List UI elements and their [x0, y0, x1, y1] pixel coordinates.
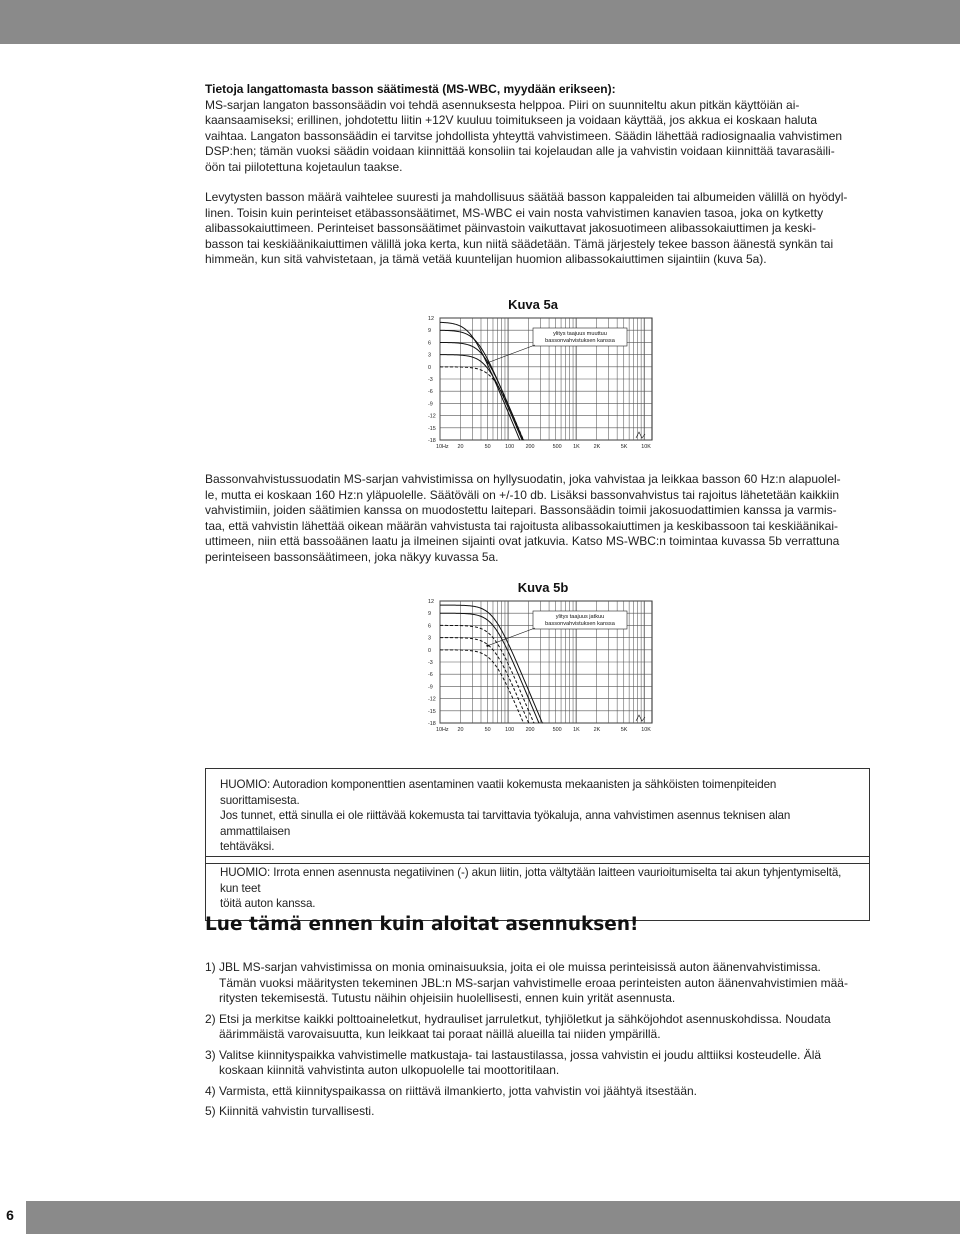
text-line: vaihtaa. Langaton bassonsäädin ei tarvitse johdollista yhteyttä vahvistimeen. Säädin lähettää radiosignaalia vahvistimen	[205, 128, 843, 143]
annotation-pointer-dot	[486, 362, 488, 364]
y-tick-label: -6	[428, 389, 433, 396]
x-tick-label: 500	[552, 727, 562, 733]
y-tick-label: 6	[428, 340, 431, 347]
text-line: DSP:hen; tämän vuoksi säädin voidaan kiinnittää konsoliin tai kojelaudan alle ja vahvistin voidaan kiinnittää tavarasäili-	[205, 144, 835, 158]
text-line: Varmista, että kiinnityspaikassa on riittävä ilmankierto, jotta vahvistin voi jäähtyä itsestään.	[219, 1083, 697, 1098]
step-text	[219, 1104, 875, 1120]
y-tick-label: -12	[428, 696, 436, 703]
y-tick-label: -15	[428, 425, 436, 432]
annotation-pointer-dot	[486, 645, 488, 647]
y-tick-label: 9	[428, 611, 431, 618]
y-tick-label: 9	[428, 328, 431, 335]
chart-5b	[420, 595, 660, 735]
intro-paragraph-2	[205, 190, 870, 268]
x-tick-label: 1K	[573, 444, 580, 450]
text-line: JBL MS-sarjan vahvistimissa on monia ominaisuuksia, joita ei ole muissa perinteisissä auton äänenvahvistimissa.	[219, 960, 821, 974]
intro-paragraph-1	[205, 98, 870, 176]
chart-5a	[420, 312, 660, 452]
text-line: öön tai piilotettuna kojetaulun taakse.	[205, 159, 403, 174]
chart-5b-title: Kuva 5b	[517, 580, 569, 595]
note-box-battery	[205, 856, 870, 921]
x-tick-label: 5K	[620, 727, 628, 733]
note-line: Jos tunnet, että sinulla ei ole riittävää kokemusta tai tarvittavia työkaluja, anna vahvistimen asennus teknisen alan ammattilaisen	[220, 809, 791, 838]
x-tick-label: 1K	[573, 727, 580, 733]
x-tick-label: 10K	[641, 444, 651, 450]
footer-bar	[0, 1201, 960, 1234]
x-tick-label: 500	[552, 444, 562, 450]
x-tick-label: 100	[505, 444, 515, 450]
middle-section	[205, 472, 870, 565]
y-tick-label: -12	[428, 413, 436, 420]
x-tick-label: 10K	[641, 727, 651, 733]
text-line: Tämän vuoksi määritysten tekeminen JBL:n MS-sarjan vahvistimelle eroaa perinteisten auton äänenvahvistimien mää-	[219, 975, 848, 990]
page-number: 6	[6, 1207, 14, 1223]
middle-paragraph	[205, 472, 870, 565]
x-tick-label: 5K	[620, 444, 628, 450]
step-number: 5)	[205, 1104, 216, 1118]
text-line: MS-sarjan langaton bassonsäädin voi tehdä asennuksesta helppoa. Piiri on suunniteltu akun pitkän käyttöiän ai-	[205, 97, 800, 112]
chart-5a-title: Kuva 5a	[508, 297, 558, 312]
x-tick-label: 100	[505, 727, 515, 733]
y-tick-label: -9	[428, 684, 433, 691]
step-text	[219, 1084, 875, 1100]
text-line: vahvistimiin, joiden säätimien kanssa on muodostettu laitepari. Bassonsäädin toimii jakosuodattimien kanssa ja varmis-	[205, 503, 837, 517]
x-tick-label: 2K	[593, 727, 601, 733]
text-line: äärimmäistä varovaisuutta, kun leikkaat tai poraat näillä alueilla tai niiden ympärillä.	[219, 1027, 661, 1041]
text-line: Valitse kiinnityspaikka vahvistimelle matkustaja- tai lastaustilassa, jossa vahvistin ei joudu alttiiksi kosteudelle. Älä	[219, 1047, 822, 1062]
annotation-text: ylitys taajuus jatkuu	[555, 614, 605, 620]
text-line: Levytysten basson määrä vaihtelee suuresti ja mahdollisuus säätää basson kappaleiden tai albumeiden välillä on hyödyl-	[205, 190, 848, 204]
install-step	[205, 1012, 875, 1043]
y-tick-label: -15	[428, 708, 436, 715]
x-tick-label: 2K	[593, 444, 601, 450]
step-number: 4)	[205, 1083, 216, 1098]
note-line: HUOMIO: Autoradion komponenttien asentaminen vaatii kokemusta mekaanisten ja sähköisten toimenpiteiden suorittamisesta.	[220, 778, 777, 807]
x-tick-label: 50	[484, 444, 491, 450]
note-line: HUOMIO: Irrota ennen asennusta negatiivinen (-) akun liitin, jotta vältytään laitteen vaurioitumiselta tai akun tyhjentymiseltä, kun teet	[220, 866, 842, 895]
install-steps	[205, 960, 875, 1125]
text-line: ritysten tekemisestä. Tutustu näihin ohjeisiin huolellisesti, ennen kuin yrität asennusta.	[219, 991, 676, 1005]
annotation-text: bassonvahvistuksen kanssa	[545, 621, 615, 627]
text-line: Kiinnitä vahvistin turvallisesti.	[219, 1104, 375, 1118]
y-tick-label: 3	[428, 352, 431, 359]
annotation-text: bassonvahvistuksen kanssa	[545, 338, 615, 344]
step-number: 2)	[205, 1011, 216, 1026]
install-step	[205, 1104, 875, 1120]
y-tick-label: 12	[428, 599, 434, 605]
text-line: kaansaamiseksi; erillinen, johdotettu liitin +12V kuuluu toimitukseen ja voidaan käyttää, jos akkua ei koskaan haluta	[205, 113, 818, 127]
install-step	[205, 960, 875, 1007]
annotation-text: ylitys taajuus muuttuu	[553, 331, 607, 337]
text-line: taa, että vahvistin lähettää oikean määrän vahvistusta tai rajoitusta alibassokaiuttimen ja keskibassoon tai keskiäänikai-	[205, 518, 839, 533]
x-tick-label: 20	[457, 727, 464, 733]
step-text	[219, 1012, 875, 1043]
x-tick-label: 50	[484, 727, 491, 733]
text-line: basson tai keskiäänikaiuttimen välillä joka kerta, kun niitä säädetään. Tämä järjestely tekee basson äänestä synkän tai	[205, 236, 834, 251]
step-text	[219, 960, 875, 1007]
step-number: 3)	[205, 1047, 216, 1062]
intro-heading: Tietoja langattomasta basson säätimestä (MS-WBC, myydään erikseen):	[205, 82, 616, 96]
intro-section	[205, 82, 870, 268]
note-line: töitä auton kanssa.	[220, 897, 316, 910]
text-line: perinteiseen bassonsäätimeen, joka näkyy kuvassa 5a.	[205, 549, 499, 564]
text-line: linen. Toisin kuin perinteiset etäbassonsäätimet, MS-WBC ei vain nosta vahvistimen kanavien tasoa, joka on kytketty	[205, 205, 824, 220]
x-tick-label: 20	[457, 444, 464, 450]
x-tick-label: 200	[525, 727, 535, 733]
header-bar	[0, 0, 960, 44]
y-tick-label: 0	[428, 647, 431, 654]
install-heading: Lue tämä ennen kuin aloitat asennuksen!	[205, 914, 639, 935]
y-tick-label: -6	[428, 672, 433, 679]
text-line: Etsi ja merkitse kaikki polttoaineletkut, hydrauliset jarruletkut, tyhjiöletkut ja sähköjohdot asennuskohdissa. Noudata	[219, 1011, 831, 1026]
x-tick-label: 10Hz	[436, 444, 449, 450]
y-tick-label: -3	[428, 660, 433, 666]
text-line: himmeän, kun sitä vahvistetaan, ja tämä vetää kuuntelijan huomion alibassokaiuttimen sijaintiin (kuva 5a).	[205, 252, 767, 266]
install-step	[205, 1084, 875, 1100]
text-line: le, mutta ei koskaan 160 Hz:n yläpuolelle. Säätöväli on +/-10 db. Lisäksi bassonvahvistus tai rajoitus lähetetään kaikkiin	[205, 487, 840, 502]
step-text	[219, 1048, 875, 1079]
y-tick-label: 0	[428, 364, 431, 371]
x-tick-label: 200	[525, 444, 535, 450]
y-tick-label: -18	[428, 721, 436, 727]
y-tick-label: 3	[428, 635, 431, 642]
y-tick-label: -18	[428, 438, 436, 444]
text-line: alibassokaiuttimeen. Perinteiset bassonsäätimet päinvastoin vaikuttavat jakosuotimeen alibassokaiuttimen ja keski-	[205, 221, 816, 235]
y-tick-label: 12	[428, 316, 434, 322]
x-tick-label: 10Hz	[436, 727, 449, 733]
y-tick-label: -3	[428, 377, 433, 383]
step-number: 1)	[205, 960, 216, 974]
text-line: Bassonvahvistussuodatin MS-sarjan vahvistimissa on hyllysuodatin, joka vahvistaa ja leikkaa basson 60 Hz:n alapuolel-	[205, 472, 841, 486]
y-tick-label: 6	[428, 623, 431, 630]
y-tick-label: -9	[428, 401, 433, 408]
install-step	[205, 1048, 875, 1079]
text-line: uttimeen, niin että bassoäänen laatu ja ilmeinen sijainti ovat jatkuvia. Katso MS-WBC:n toimintaa kuvassa 5b verrattuna	[205, 534, 840, 548]
note-box-experience	[205, 768, 870, 864]
note-line: tehtäväksi.	[220, 840, 275, 853]
text-line: koskaan kiinnitä vahvistinta auton ulkopuolelle tai moottoritilaan.	[219, 1063, 560, 1077]
